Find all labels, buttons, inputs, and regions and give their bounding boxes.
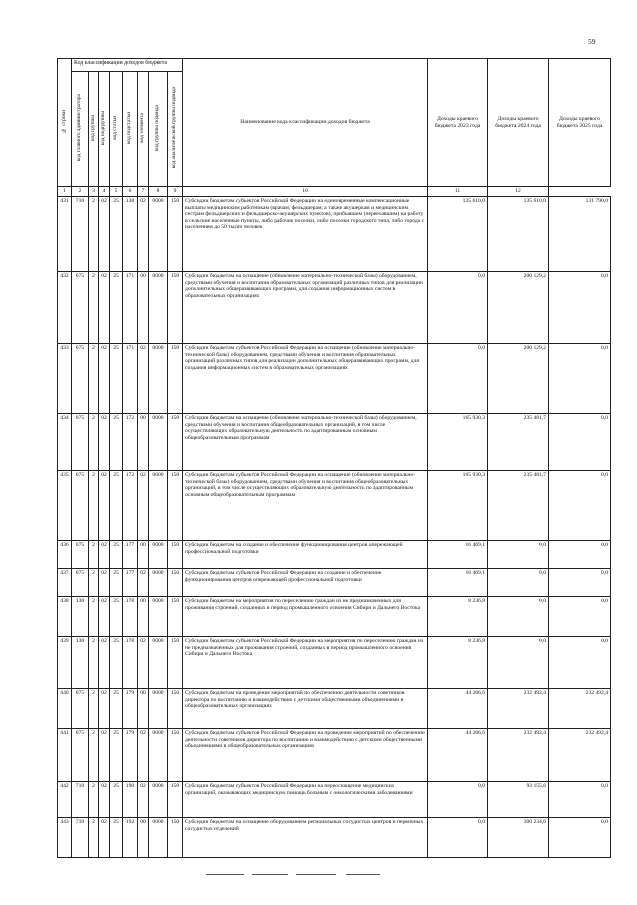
row-number-cell: 438 bbox=[58, 597, 72, 637]
code-cell: 150 bbox=[168, 689, 183, 729]
table-row bbox=[58, 471, 611, 541]
code-cell: 2 bbox=[89, 541, 99, 569]
code-cell: 2 bbox=[89, 344, 99, 414]
code-cell: 177 bbox=[123, 541, 138, 569]
code-cell: 2 bbox=[89, 569, 99, 597]
code-cell: 171 bbox=[123, 344, 138, 414]
row-number-cell: 442 bbox=[58, 782, 72, 818]
code-cell: 25 bbox=[110, 414, 123, 471]
income-2025-cell: 0,0 bbox=[549, 272, 611, 344]
income-2025-cell: 131 790,0 bbox=[549, 197, 611, 272]
table-row bbox=[58, 637, 611, 689]
row-number-cell: 443 bbox=[58, 818, 72, 858]
code-cell: 2 bbox=[89, 597, 99, 637]
header-row-number: № строки bbox=[58, 59, 72, 187]
income-2024-cell: 0,0 bbox=[488, 541, 549, 569]
code-cell: 02 bbox=[99, 689, 110, 729]
column-number: 7 bbox=[138, 187, 149, 197]
code-cell: 192 bbox=[123, 818, 138, 858]
income-2025-cell: 0,0 bbox=[549, 414, 611, 471]
code-cell: 0000 bbox=[149, 729, 168, 782]
name-cell: Субсидии бюджетам субъектов Российской Федерации на проведение мероприятий по обеспечению деятельности советников директора по воспитанию и взаимодействию с детскими общественными объединениями в общеобразовательных организациях bbox=[183, 729, 428, 782]
table-row bbox=[58, 569, 611, 597]
income-2025-cell: 232 492,4 bbox=[549, 689, 611, 729]
code-cell: 0000 bbox=[149, 344, 168, 414]
column-number-row bbox=[58, 187, 611, 197]
code-cell: 0000 bbox=[149, 689, 168, 729]
code-cell: 190 bbox=[123, 782, 138, 818]
column-number: 12 bbox=[488, 187, 549, 197]
column-number: 9 bbox=[168, 187, 183, 197]
income-2023-cell: 0,0 bbox=[428, 344, 488, 414]
code-cell: 179 bbox=[123, 689, 138, 729]
code-cell: 25 bbox=[110, 197, 123, 272]
code-cell: 2 bbox=[89, 818, 99, 858]
code-cell: 0000 bbox=[149, 637, 168, 689]
name-cell: Субсидии бюджетам субъектов Российской Федерации на оснащение (обновление материально-технической базы) оборудованием, средствами обучения и воспитания образовательных организаций различных типов для реализации дополнительных общеразвивающих программ, для создания информационных систем в образовательных организациях bbox=[183, 344, 428, 414]
code-cell: 00 bbox=[138, 272, 149, 344]
table-row bbox=[58, 272, 611, 344]
income-2025-cell: 0,0 bbox=[549, 637, 611, 689]
column-number: 6 bbox=[123, 187, 138, 197]
code-cell: 150 bbox=[168, 782, 183, 818]
row-number-cell: 441 bbox=[58, 729, 72, 782]
income-2024-cell: 235 481,7 bbox=[488, 471, 549, 541]
code-cell: 150 bbox=[168, 272, 183, 344]
header-code-subgroup: код подгруппы bbox=[99, 72, 110, 187]
column-number: 5 bbox=[110, 187, 123, 197]
row-number-cell: 436 bbox=[58, 541, 72, 569]
income-2024-cell: 200 129,2 bbox=[488, 272, 549, 344]
code-cell: 2 bbox=[89, 782, 99, 818]
code-cell: 150 bbox=[168, 818, 183, 858]
header-code-subtype-group: код группы подвида bbox=[149, 72, 168, 187]
income-2025-cell: 0,0 bbox=[549, 818, 611, 858]
code-cell: 00 bbox=[138, 541, 149, 569]
code-cell: 075 bbox=[72, 344, 89, 414]
row-number-cell: 440 bbox=[58, 689, 72, 729]
code-cell: 177 bbox=[123, 569, 138, 597]
code-cell: 150 bbox=[168, 729, 183, 782]
code-cell: 02 bbox=[99, 729, 110, 782]
code-cell: 075 bbox=[72, 414, 89, 471]
income-2024-cell: 135 610,0 bbox=[488, 197, 549, 272]
code-cell: 0000 bbox=[149, 818, 168, 858]
code-cell: 25 bbox=[110, 569, 123, 597]
table-row bbox=[58, 597, 611, 637]
income-2025-cell: 0,0 bbox=[549, 344, 611, 414]
code-cell: 0000 bbox=[149, 197, 168, 272]
table-row bbox=[58, 414, 611, 471]
code-cell: 00 bbox=[138, 818, 149, 858]
code-cell: 150 bbox=[168, 541, 183, 569]
header-classification-group: Код классификации доходов бюджета bbox=[72, 59, 183, 72]
footer-line bbox=[206, 874, 244, 875]
code-cell: 150 bbox=[168, 344, 183, 414]
table-row bbox=[58, 818, 611, 858]
income-2023-cell: 0,0 bbox=[428, 272, 488, 344]
income-2024-cell: 235 481,7 bbox=[488, 414, 549, 471]
code-cell: 171 bbox=[123, 272, 138, 344]
code-cell: 02 bbox=[99, 471, 110, 541]
code-cell: 130 bbox=[72, 597, 89, 637]
code-cell: 172 bbox=[123, 414, 138, 471]
name-cell: Субсидии бюджетам субъектов Российской Федерации на мероприятия по переселению граждан из не предназначенных для проживания строений, созданных в период промышленного освоения Сибири и Дальнего Востока bbox=[183, 637, 428, 689]
code-cell: 25 bbox=[110, 597, 123, 637]
column-number: 8 bbox=[149, 187, 168, 197]
code-cell: 02 bbox=[138, 197, 149, 272]
code-cell: 02 bbox=[99, 272, 110, 344]
header-code-subarticle: код подстатьи bbox=[123, 72, 138, 187]
name-cell: Субсидии бюджетам субъектов Российской Федерации на единовременные компенсационные выплаты медицинским работникам (врачам, фельдшерам, а также акушеркам и медицинским сестрам фельдшерских и фельдшерско-акушерских пунктов), прибывшим (переехавшим) на работу в сельские населенные пункты, либо рабочие поселки, либо поселки городского типа, либо города с населением до 50 тысяч человек bbox=[183, 197, 428, 272]
header-income-2024: Доходы краевого бюджета 2024 года bbox=[488, 59, 549, 187]
code-cell: 178 bbox=[123, 597, 138, 637]
column-number: 2 bbox=[72, 187, 89, 197]
code-cell: 02 bbox=[99, 597, 110, 637]
footer-line bbox=[296, 874, 336, 875]
code-cell: 0000 bbox=[149, 471, 168, 541]
code-cell: 02 bbox=[99, 344, 110, 414]
income-2023-cell: 44 286,6 bbox=[428, 689, 488, 729]
income-2025-cell: 0,0 bbox=[549, 541, 611, 569]
income-2025-cell: 0,0 bbox=[549, 569, 611, 597]
code-cell: 150 bbox=[168, 197, 183, 272]
table-row bbox=[58, 197, 611, 272]
name-cell: Субсидии бюджетам на проведение мероприятий по обеспечению деятельности советников директора по воспитанию и взаимодействию с детскими общественными объединениями в общеобразовательных организациях bbox=[183, 689, 428, 729]
income-2024-cell: 200 129,2 bbox=[488, 344, 549, 414]
code-cell: 00 bbox=[138, 689, 149, 729]
code-cell: 150 bbox=[168, 414, 183, 471]
income-2025-cell: 0,0 bbox=[549, 471, 611, 541]
footer-line bbox=[252, 874, 288, 875]
name-cell: Субсидии бюджетам на оснащение (обновление материально-технической базы) оборудованием, средствами обучения и воспитания образовательных организаций различных типов для реализации дополнительных общеразвивающих программ, для создания информационных систем в образовательных организациях bbox=[183, 272, 428, 344]
income-2023-cell: 0,0 bbox=[428, 782, 488, 818]
income-2023-cell: 16 469,1 bbox=[428, 541, 488, 569]
header-code-admin: код главного администратора bbox=[72, 72, 89, 187]
income-2024-cell: 0,0 bbox=[488, 569, 549, 597]
column-number: 10 bbox=[183, 187, 428, 197]
code-cell: 00 bbox=[138, 414, 149, 471]
code-cell: 2 bbox=[89, 414, 99, 471]
code-cell: 710 bbox=[72, 197, 89, 272]
code-cell: 02 bbox=[138, 471, 149, 541]
code-cell: 138 bbox=[123, 197, 138, 272]
code-cell: 2 bbox=[89, 729, 99, 782]
name-cell: Субсидии бюджетам на мероприятия по переселению граждан из не предназначенных для проживания строений, созданных в период промышленного освоения Сибири и Дальнего Востока bbox=[183, 597, 428, 637]
income-2024-cell: 93 155,6 bbox=[488, 782, 549, 818]
income-2025-cell: 0,0 bbox=[549, 782, 611, 818]
column-number: 1 bbox=[58, 187, 72, 197]
header-income-2023: Доходы краевого бюджета 2023 года bbox=[428, 59, 488, 187]
name-cell: Субсидии бюджетам на оснащение (обновление материально-технической базы) оборудованием, средствами обучения и воспитания общеобразовательных организаций, в том числе осуществляющих образовательную деятельность по адаптированным основным общеобразовательным программам bbox=[183, 414, 428, 471]
income-2025-cell: 0,0 bbox=[549, 597, 611, 637]
code-cell: 02 bbox=[138, 729, 149, 782]
row-number-cell: 435 bbox=[58, 471, 72, 541]
code-cell: 02 bbox=[138, 344, 149, 414]
header-income-2025: Доходы краевого бюджета 2025 года bbox=[549, 59, 611, 187]
column-number: 4 bbox=[99, 187, 110, 197]
code-cell: 075 bbox=[72, 541, 89, 569]
code-cell: 2 bbox=[89, 197, 99, 272]
table-row bbox=[58, 344, 611, 414]
column-number: 3 bbox=[89, 187, 99, 197]
code-cell: 075 bbox=[72, 272, 89, 344]
code-cell: 150 bbox=[168, 637, 183, 689]
code-cell: 0000 bbox=[149, 541, 168, 569]
income-2024-cell: 232 492,4 bbox=[488, 689, 549, 729]
table-row bbox=[58, 782, 611, 818]
table-row bbox=[58, 689, 611, 729]
income-2025-cell: 232 492,4 bbox=[549, 729, 611, 782]
code-cell: 150 bbox=[168, 597, 183, 637]
code-cell: 02 bbox=[99, 414, 110, 471]
code-cell: 172 bbox=[123, 471, 138, 541]
code-cell: 150 bbox=[168, 569, 183, 597]
code-cell: 25 bbox=[110, 729, 123, 782]
footer-line bbox=[346, 874, 380, 875]
code-cell: 02 bbox=[99, 569, 110, 597]
code-cell: 02 bbox=[138, 637, 149, 689]
code-cell: 150 bbox=[168, 471, 183, 541]
page-number: 59 bbox=[588, 37, 596, 46]
code-cell: 25 bbox=[110, 344, 123, 414]
header-code-group: код группы bbox=[89, 72, 99, 187]
code-cell: 02 bbox=[99, 637, 110, 689]
income-2023-cell: 0,0 bbox=[428, 818, 488, 858]
code-cell: 075 bbox=[72, 569, 89, 597]
header-code-element: код элемента bbox=[138, 72, 149, 187]
code-cell: 25 bbox=[110, 782, 123, 818]
code-cell: 0000 bbox=[149, 597, 168, 637]
income-2024-cell: 0,0 bbox=[488, 637, 549, 689]
income-2024-cell: 232 492,4 bbox=[488, 729, 549, 782]
row-number-cell: 431 bbox=[58, 197, 72, 272]
code-cell: 179 bbox=[123, 729, 138, 782]
income-2023-cell: 8 236,8 bbox=[428, 637, 488, 689]
row-number-cell: 434 bbox=[58, 414, 72, 471]
name-cell: Субсидии бюджетам субъектов Российской Федерации на создание и обеспечение функционирования центров опережающей профессиональной подготовки bbox=[183, 569, 428, 597]
code-cell: 710 bbox=[72, 782, 89, 818]
code-cell: 075 bbox=[72, 689, 89, 729]
income-2023-cell: 165 930,3 bbox=[428, 414, 488, 471]
code-cell: 0000 bbox=[149, 782, 168, 818]
column-number: 11 bbox=[428, 187, 488, 197]
code-cell: 0000 bbox=[149, 272, 168, 344]
income-2023-cell: 44 286,6 bbox=[428, 729, 488, 782]
header-name: Наименование кода классификации доходов бюджета bbox=[183, 59, 428, 187]
name-cell: Субсидии бюджетам на оснащение оборудованием региональных сосудистых центров и первичных сосудистых отделений bbox=[183, 818, 428, 858]
code-cell: 25 bbox=[110, 689, 123, 729]
table-row bbox=[58, 541, 611, 569]
income-2023-cell: 165 930,3 bbox=[428, 471, 488, 541]
code-cell: 0000 bbox=[149, 569, 168, 597]
code-cell: 02 bbox=[99, 818, 110, 858]
code-cell: 710 bbox=[72, 818, 89, 858]
income-2024-cell: 300 234,6 bbox=[488, 818, 549, 858]
code-cell: 25 bbox=[110, 637, 123, 689]
income-2024-cell: 0,0 bbox=[488, 597, 549, 637]
code-cell: 00 bbox=[138, 597, 149, 637]
name-cell: Субсидии бюджетам субъектов Российской Федерации на оснащение (обновление материально-технической базы) оборудованием, средствами обучения и воспитания общеобразовательных организаций, в том числе осуществляющих образовательную деятельность по адаптированным основным общеобразовательным программам bbox=[183, 471, 428, 541]
name-cell: Субсидии бюджетам на создание и обеспечение функционирования центров опережающей профессиональной подготовки bbox=[183, 541, 428, 569]
code-cell: 075 bbox=[72, 471, 89, 541]
code-cell: 2 bbox=[89, 689, 99, 729]
code-cell: 02 bbox=[99, 197, 110, 272]
code-cell: 130 bbox=[72, 637, 89, 689]
code-cell: 0000 bbox=[149, 414, 168, 471]
code-cell: 02 bbox=[99, 782, 110, 818]
code-cell: 25 bbox=[110, 471, 123, 541]
code-cell: 02 bbox=[138, 782, 149, 818]
code-cell: 2 bbox=[89, 637, 99, 689]
budget-income-table bbox=[57, 58, 611, 858]
income-2023-cell: 8 236,8 bbox=[428, 597, 488, 637]
code-cell: 25 bbox=[110, 818, 123, 858]
code-cell: 02 bbox=[138, 569, 149, 597]
row-number-cell: 433 bbox=[58, 344, 72, 414]
code-cell: 2 bbox=[89, 471, 99, 541]
name-cell: Субсидии бюджетам субъектов Российской Федерации на переоснащение медицинских организаций, оказывающих медицинскую помощь больным с онкологическими заболеваниями bbox=[183, 782, 428, 818]
row-number-cell: 432 bbox=[58, 272, 72, 344]
code-cell: 075 bbox=[72, 729, 89, 782]
header-code-analytic-group: код аналитической группы подвида bbox=[168, 72, 183, 187]
row-number-cell: 439 bbox=[58, 637, 72, 689]
income-2023-cell: 135 610,0 bbox=[428, 197, 488, 272]
code-cell: 2 bbox=[89, 272, 99, 344]
income-2023-cell: 16 469,1 bbox=[428, 569, 488, 597]
code-cell: 25 bbox=[110, 272, 123, 344]
table-row bbox=[58, 729, 611, 782]
header-code-article: код статьи bbox=[110, 72, 123, 187]
code-cell: 02 bbox=[99, 541, 110, 569]
row-number-cell: 437 bbox=[58, 569, 72, 597]
code-cell: 25 bbox=[110, 541, 123, 569]
code-cell: 178 bbox=[123, 637, 138, 689]
